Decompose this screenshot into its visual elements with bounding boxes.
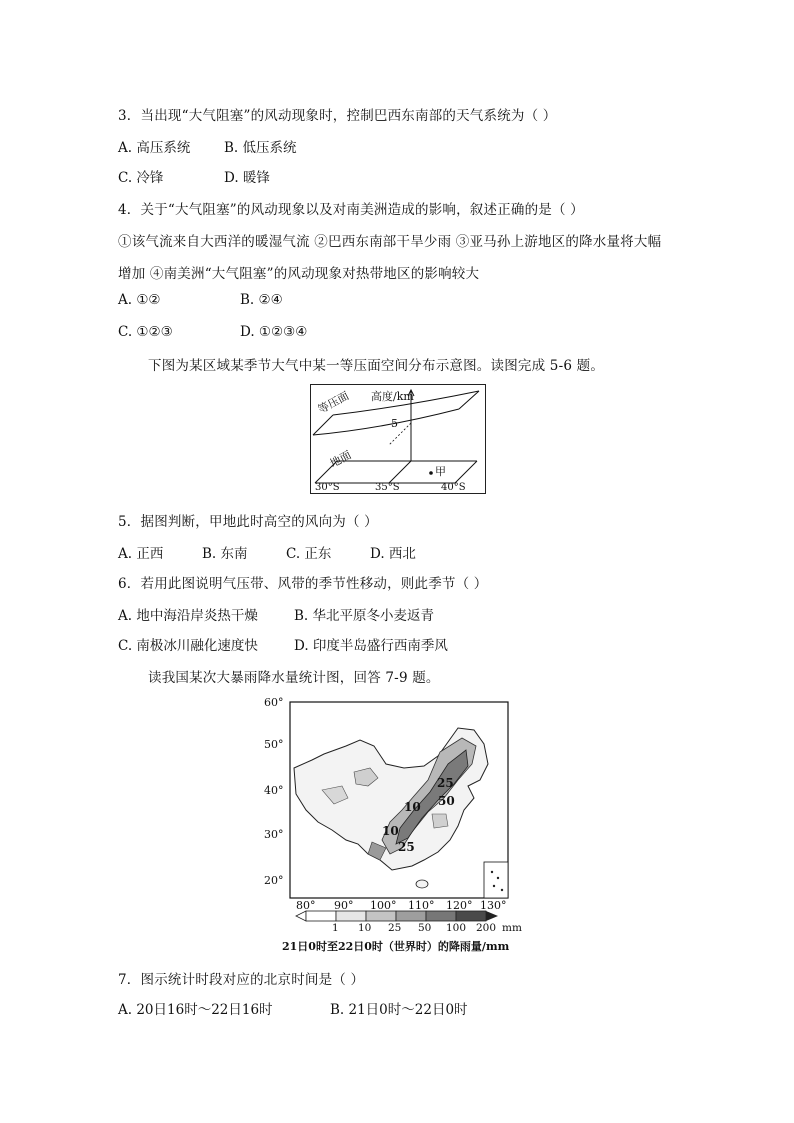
q5-option-c: C. 正东 [286,546,332,562]
legend-50: 50 [418,922,432,934]
lon-80: 80° [296,899,316,912]
q3-option-a: A. 高压系统 [118,140,191,156]
q5-option-d: D. 西北 [370,546,416,562]
contour-label-25-north: 25 [437,776,454,790]
lon-110: 110° [408,899,435,912]
q5-option-a: A. 正西 [118,546,164,562]
legend-10: 10 [358,922,372,934]
lat-label-30s: 30°S [315,482,340,493]
intro-7-9: 读我国某次大暴雨降水量统计图，回答 7-9 题。 [148,670,440,686]
precipitation-map-figure [262,694,524,956]
lat-label-40s: 40°S [441,482,466,493]
q4-statements-line2: 增加 ④南美洲“大气阻塞”的风动现象对热带地区的影响较大 [118,266,480,282]
map-caption: 21日0时至22日0时（世界时）的降雨量/mm [282,940,510,953]
lat-20: 20° [264,874,284,887]
q4-option-c: C. ①②③ [118,324,173,340]
legend-1: 1 [332,922,339,934]
q4-stem: 4．关于“大气阻塞”的风动现象以及对南美洲造成的影响，叙述正确的是（ ） [118,202,584,218]
contour-label-50: 50 [438,794,455,808]
height-value-label: 5 [391,417,398,430]
lon-100: 100° [370,899,397,912]
q5-stem: 5．据图判断，甲地此时高空的风向为（ ） [118,514,378,530]
q6-option-d: D. 印度半岛盛行西南季风 [294,638,448,654]
isobaric-surface-figure [310,384,486,494]
q6-stem: 6．若用此图说明气压带、风带的季节性移动，则此季节（ ） [118,576,488,592]
contour-label-10-lower: 10 [382,824,399,838]
q7-option-b: B. 21日0时～22日0时 [330,1002,468,1018]
q6-option-b: B. 华北平原冬小麦返青 [294,608,435,624]
lon-90: 90° [334,899,354,912]
q3-option-b: B. 低压系统 [224,140,297,156]
lon-120: 120° [446,899,473,912]
legend-200: 200 [476,922,497,934]
contour-label-10-upper: 10 [404,800,421,814]
lat-40: 40° [264,784,284,797]
q3-option-d: D. 暖锋 [224,170,270,186]
isobar-label: 等压面 [315,389,352,417]
q6-option-c: C. 南极冰川融化速度快 [118,638,258,654]
contour-label-25-south: 25 [398,840,415,854]
lat-60: 60° [264,696,284,709]
q4-option-a: A. ①② [118,292,161,308]
q3-stem: 3．当出现“大气阻塞”的风动现象时，控制巴西东南部的天气系统为（ ） [118,108,557,124]
height-axis-label: 高度/km [371,390,414,403]
q4-statements-line1: ①该气流来自大西洋的暖湿气流 ②巴西东南部干旱少雨 ③亚马孙上游地区的降水量将大幅 [118,234,662,250]
legend-unit: mm [502,922,522,934]
intro-5-6: 下图为某区域某季节大气中某一等压面空间分布示意图。读图完成 5-6 题。 [148,358,605,374]
q3-option-c: C. 冷锋 [118,170,164,186]
lat-label-35s: 35°S [375,482,400,493]
legend-25: 25 [388,922,402,934]
lon-130: 130° [480,899,507,912]
lat-30: 30° [264,828,284,841]
legend-100: 100 [446,922,467,934]
lat-50: 50° [264,738,284,751]
q4-option-d: D. ①②③④ [240,324,308,340]
q7-stem: 7．图示统计时段对应的北京时间是（ ） [118,972,365,988]
q7-option-a: A. 20日16时～22日16时 [118,1002,273,1018]
q6-option-a: A. 地中海沿岸炎热干燥 [118,608,258,624]
q4-option-b: B. ②④ [240,292,283,308]
point-jia-label: 甲 [435,465,446,478]
q5-option-b: B. 东南 [202,546,248,562]
ground-label: 地面 [327,448,354,471]
